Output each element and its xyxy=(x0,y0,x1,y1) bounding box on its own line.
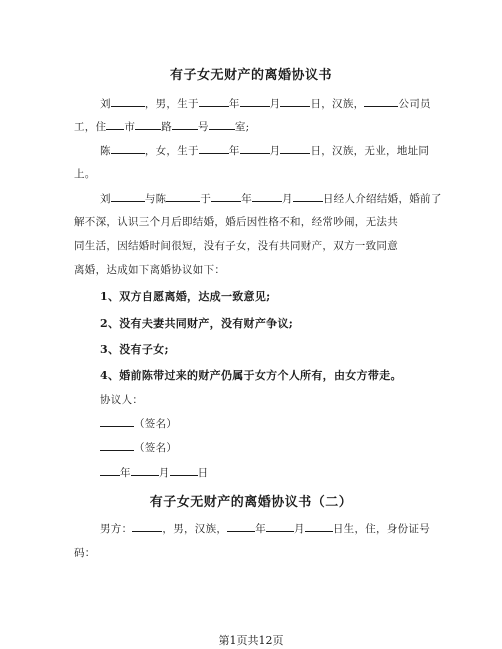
text: 年 xyxy=(120,467,131,479)
text: ，男，汉族， xyxy=(162,523,228,535)
text: ，女，生于 xyxy=(144,145,199,157)
clause-3: 3、没有子女; xyxy=(100,343,169,356)
section-2-line-2: 码： xyxy=(74,547,96,559)
text: 刘 xyxy=(100,193,111,205)
document-title: 有子女无财产的离婚协议书 xyxy=(169,68,332,83)
text: 日，汉族，无业，地址同 xyxy=(310,145,430,157)
blank xyxy=(132,522,162,532)
statement-line-3: 同生活，因结婚时间很短，没有子女，没有共同财产，双方一致同意 xyxy=(74,240,398,252)
blank xyxy=(227,522,255,532)
blank xyxy=(131,466,159,476)
blank xyxy=(170,466,198,476)
text: 年 xyxy=(255,523,267,535)
party-male-line-1 xyxy=(100,96,431,111)
blank xyxy=(199,144,229,154)
text: 日生，住，身份证号 xyxy=(332,523,431,535)
text: 日经人介绍结婚，婚前了 xyxy=(322,193,442,205)
blank xyxy=(305,522,333,532)
blank xyxy=(240,97,270,107)
statement-line-2: 解不深，认识三个月后即结婚，婚后因性格不和，经常吵闹，无法共 xyxy=(74,216,398,228)
clause-1: 1、双方自愿离婚，达成一致意见; xyxy=(100,290,271,303)
text: 月 xyxy=(282,193,293,205)
party-female-line-1 xyxy=(100,143,429,158)
blank xyxy=(240,144,270,154)
text: 月 xyxy=(294,523,305,535)
text: 年 xyxy=(241,193,253,205)
blank xyxy=(166,192,200,202)
party-female-line-2: 上。 xyxy=(74,168,96,180)
date-line xyxy=(100,465,208,480)
blank xyxy=(199,97,229,107)
blank xyxy=(111,144,145,154)
text: 男方： xyxy=(100,523,133,535)
blank xyxy=(252,192,282,202)
section-2-title: 有子女无财产的离婚协议书（二） xyxy=(149,495,353,510)
blank xyxy=(364,97,398,107)
clause-4: 4、婚前陈带过来的财产仍属于女方个人所有，由女方带走。 xyxy=(100,369,402,382)
statement-line-1 xyxy=(100,191,442,206)
blank xyxy=(293,192,323,202)
text: 路 xyxy=(161,121,173,133)
section-2-line-1 xyxy=(100,521,430,536)
blank xyxy=(209,120,235,130)
blank xyxy=(172,120,198,130)
text: 日，汉族， xyxy=(310,98,365,110)
page-footer: 第1页共12页 xyxy=(218,634,284,647)
text: 刘 xyxy=(100,98,111,110)
text: ，男，生于 xyxy=(144,98,199,110)
blank xyxy=(106,120,124,130)
clause-2: 2、没有夫妻共同财产，没有财产争议; xyxy=(100,317,294,330)
signature-blank xyxy=(100,417,134,427)
blank xyxy=(280,97,310,107)
blank xyxy=(211,192,241,202)
text: 陈 xyxy=(100,145,111,157)
text: 与陈 xyxy=(144,193,167,205)
blank xyxy=(280,144,310,154)
blank xyxy=(100,466,120,476)
signature-blank xyxy=(100,441,134,451)
blank xyxy=(135,120,161,130)
blank xyxy=(111,97,145,107)
text: 室; xyxy=(234,121,250,133)
text: 月 xyxy=(158,467,170,479)
text: 市 xyxy=(124,121,136,133)
text: 于 xyxy=(200,193,212,205)
sign-label: （签名） xyxy=(134,418,178,430)
text: 公司员 xyxy=(398,98,431,110)
text: 工，住 xyxy=(74,121,107,133)
signature-line-1 xyxy=(100,416,177,431)
text: 日 xyxy=(197,467,209,479)
blank xyxy=(111,192,145,202)
blank xyxy=(266,522,294,532)
text: 年 xyxy=(228,98,240,110)
text: 年 xyxy=(228,145,240,157)
sign-label: （签名） xyxy=(134,442,178,454)
text: 号 xyxy=(198,121,209,133)
party-male-line-2 xyxy=(74,119,249,134)
signature-line-2 xyxy=(100,440,177,455)
statement-line-4: 离婚，达成如下离婚协议如下： xyxy=(74,264,226,276)
signers-label: 协议人： xyxy=(100,394,144,406)
text: 月 xyxy=(269,145,281,157)
text: 月 xyxy=(269,98,281,110)
